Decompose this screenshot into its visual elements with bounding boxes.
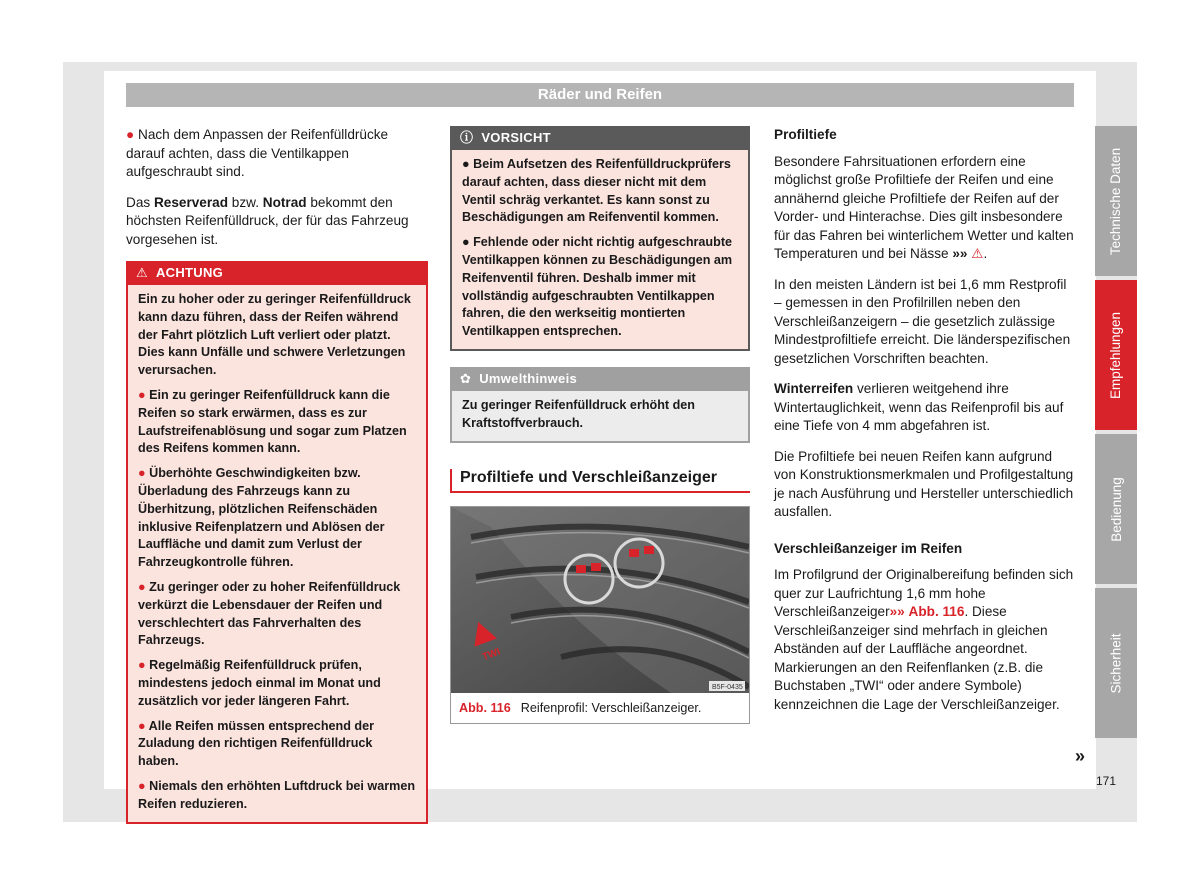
- warning-item: ● Ein zu geringer Reifenfülldruck kann die Reifen so stark erwärmen, dass es zur Laufstreifenablösung und sogar zum Platzen des Reifens kommen kann.: [138, 387, 407, 456]
- paragraph-winterreifen: Winterreifen verlieren weitgehend ihre Wintertauglichkeit, wenn das Reifenprofil bis auf eine Tiefe von 4 mm abgefahren ist.: [774, 381, 1064, 433]
- warning-item: ● Zu geringer oder zu hoher Reifenfülldruck verkürzt die Lebensdauer der Reifen und verschlechtert das Fahrverhalten des Fahrzeugs.: [138, 579, 401, 648]
- page-number: 171: [1096, 774, 1117, 788]
- paragraph-restprofil: In den meisten Ländern ist bei 1,6 mm Restprofil – gemessen in den Profilrillen neben den Verschleißanzeigern – die gesetzlich zulässige Mindestprofiltiefe erreicht. Die länderspezifischen gesetzlichen Vorschriften beachten.: [774, 276, 1071, 366]
- paragraph-intro: [126, 126, 428, 182]
- warning-triangle-icon: ⚠: [136, 264, 148, 280]
- caution-circle-icon: ⓘ: [460, 129, 474, 145]
- bullet-icon: ●: [126, 127, 135, 142]
- bullet-icon: ●: [138, 579, 150, 594]
- bullet-icon: ●: [138, 658, 150, 673]
- figure-caption-text: Reifenprofil: Verschleißanzeiger.: [520, 700, 702, 715]
- bullet-icon: ●: [138, 778, 150, 793]
- chapter-title: Räder und Reifen: [537, 86, 663, 103]
- section-header-bar: [126, 83, 1074, 107]
- heading-profiltiefe: Profiltiefe: [774, 127, 837, 142]
- warning-triangle-icon: ⚠: [971, 246, 984, 261]
- caution-box-vorsicht: [450, 126, 750, 351]
- warning-box-header: ⚠ ACHTUNG: [126, 261, 428, 285]
- figure-tread-wear-indicator: [450, 506, 750, 724]
- figure-caption: [451, 693, 749, 723]
- column-right: [774, 126, 1074, 726]
- bullet-icon: ●: [462, 235, 474, 250]
- bullet-icon: ●: [138, 387, 150, 402]
- side-tab-bedienung[interactable]: Bedienung: [1095, 434, 1137, 584]
- paragraph-verschleissanzeiger: Im Profilgrund der Originalbereifung befinden sich quer zur Laufrichtung 1,6 mm hohe Verschleißanzeiger»» Abb. 116. Diese Verschleißanzeiger sind mehrfach in gleichen Abständen auf der Lauffläche angeordnet. Markierungen an den Reifenflanken (z.B. die Buchstaben „TWI“ oder andere Symbole) kennzeichnen die Lage der Verschleißanzeiger.: [774, 567, 1074, 712]
- reference-arrows: »»: [952, 246, 968, 261]
- warning-intro: Ein zu hoher oder zu geringer Reifenfülldruck kann dazu führen, dass der Reifen während der Fahrt plötzlich Luft verliert oder platzt. Dies kann Unfälle und schwere Verletzungen verursachen.: [138, 292, 411, 378]
- svg-text:TWI: TWI: [480, 646, 502, 664]
- warning-item: ● Überhöhte Geschwindigkeiten bzw. Überladung des Fahrzeugs kann zu Überhitzung, plötzlichen Reifenschäden inklusive Reifenplatzern und Ablösen der Lauffläche und damit zum Verlust der Fahrzeugkontrolle führen.: [138, 466, 385, 570]
- environment-note-header: ✿ Umwelthinweis: [450, 367, 750, 391]
- paragraph-reserverad: Das Reserverad bzw. Notrad bekommt den höchsten Reifenfülldruck, der für das Fahrzeug vorgesehen ist.: [126, 194, 409, 247]
- side-tab-sicherheit[interactable]: Sicherheit: [1095, 588, 1137, 738]
- section-title: Profiltiefe und Verschleißanzeiger: [450, 469, 750, 494]
- bullet-icon: ●: [138, 718, 149, 733]
- flower-icon: ✿: [460, 370, 472, 386]
- paragraph-profiltiefe: Besondere Fahrsituationen erfordern eine möglichst große Profiltiefe der Reifen und eine annähernd gleiche Profiltiefe der Reifen auf der Vorder- und Hinterachse. Dies gilt insbesondere für das Fahren bei winterlichem Wetter und kalten Temperaturen und bei Nässe »» ⚠.: [774, 153, 1074, 261]
- continue-arrow-icon: »: [1075, 746, 1086, 766]
- column-left: [126, 126, 428, 824]
- caution-box-header: ⓘ VORSICHT: [450, 126, 750, 150]
- environment-note-box: [450, 367, 750, 443]
- tire-tread-illustration: [451, 507, 749, 693]
- figure-reference-link[interactable]: Abb. 116: [908, 604, 965, 619]
- warning-box-body: [128, 285, 426, 822]
- caution-item: ● Fehlende oder nicht richtig aufgeschraubte Ventilkappen können zu Beschädigungen am Reifenventil führen. Deshalb immer mit vollständig aufgeschraubten Ventilkappen fahren, die den werkseitig montierten Ventilkappen entsprechen.: [462, 235, 733, 339]
- bullet-icon: ●: [138, 466, 150, 481]
- figure-label: Abb. 116: [459, 700, 511, 715]
- bullet-icon: ●: [462, 157, 474, 171]
- paragraph-neue-reifen: Die Profiltiefe bei neuen Reifen kann aufgrund von Konstruktionsmerkmalen und Profilgestaltung je nach Ausführung und Hersteller unterschiedlich ausfallen.: [774, 448, 1074, 519]
- warning-item: ● Regelmäßig Reifenfülldruck prüfen, mindestens jedoch einmal im Monat und zusätzlich vor jeder längeren Fahrt.: [138, 658, 381, 708]
- warning-item: ● Niemals den erhöhten Luftdruck bei warmen Reifen reduzieren.: [138, 778, 416, 811]
- caution-box-body: [452, 150, 748, 349]
- side-tab-empfehlungen[interactable]: Empfehlungen: [1095, 280, 1137, 430]
- warning-box-achtung: [126, 261, 428, 824]
- caution-item: ● Beim Aufsetzen des Reifenfülldruckprüfers darauf achten, dass dieser nicht mit dem Ventil schräg verkantet. Es kann sonst zu Beschädigungen am Reifenventil kommen.: [462, 157, 731, 225]
- environment-note-body: Zu geringer Reifenfülldruck erhöht den Kraftstoffverbrauch.: [452, 391, 748, 441]
- figure-code: B5F-0435: [712, 684, 743, 692]
- side-tab-technische-daten[interactable]: Technische Daten: [1095, 126, 1137, 276]
- reference-arrows: »»: [889, 604, 905, 619]
- paragraph-text: Nach dem Anpassen der Reifenfülldrücke darauf achten, dass die Ventilkappen aufgeschraubt sind.: [126, 127, 389, 179]
- column-middle: [450, 126, 750, 724]
- warning-item: ● Alle Reifen müssen entsprechend der Zuladung den richtigen Reifenfülldruck haben.: [138, 718, 374, 769]
- heading-verschleissanzeiger: Verschleißanzeiger im Reifen: [774, 540, 963, 556]
